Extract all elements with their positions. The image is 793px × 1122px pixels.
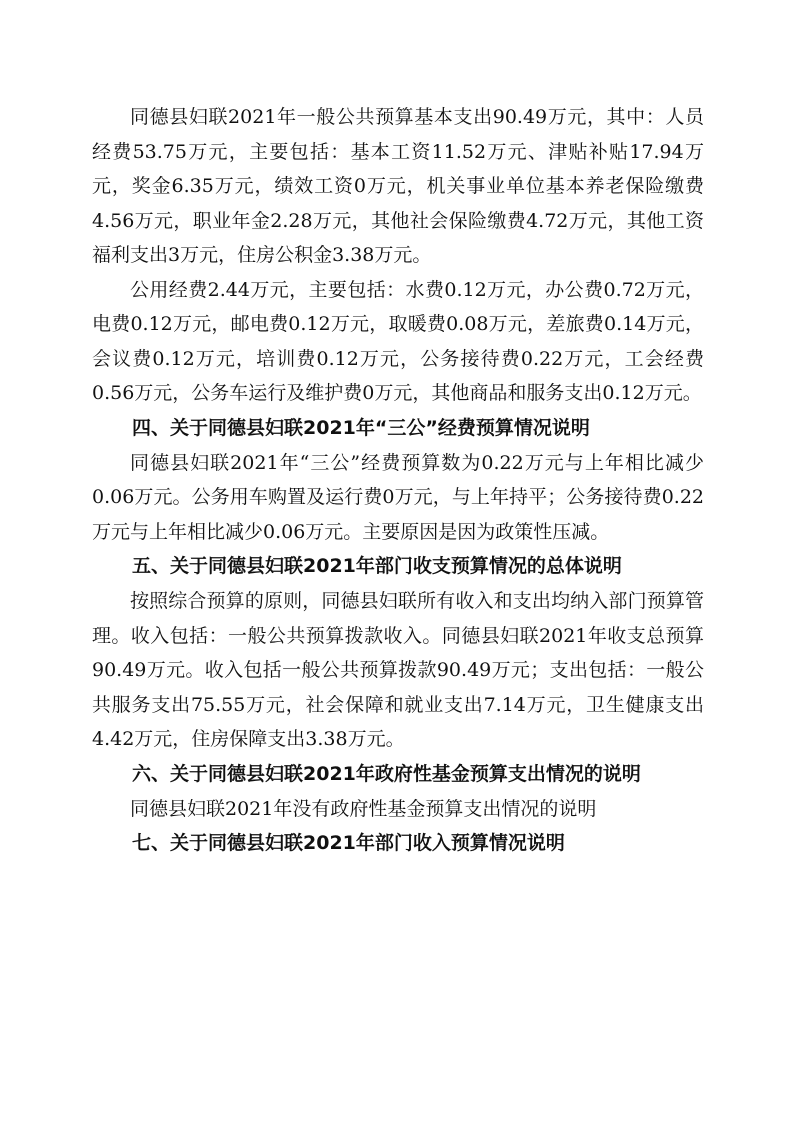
- section-heading-7: 七、关于同德县妇联2021年部门收入预算情况说明: [132, 832, 565, 854]
- paragraph-public-funds: 公用经费2.44万元，主要包括：水费0.12万元，办公费0.72万元，电费0.12万元，邮电费0.12万元，取暖费0.08万元，差旅费0.14万元，会议费0.12万元，培训费0.12万元，公务接待费0.22万元，工会经费0.56万元，公务车运行及维护费0万元，其他商品和服务支出0.12万元。: [92, 278, 704, 404]
- paragraph-three-public: 同德县妇联2021年“三公”经费预算数为0.22万元与上年相比减少0.06万元。公务用车购置及运行费0万元，与上年持平；公务接待费0.22万元与上年相比减少0.06万元。主要原因是因为政策性压减。: [92, 451, 704, 543]
- document-body: [92, 100, 704, 861]
- paragraph-overall-budget: 按照综合预算的原则，同德县妇联所有收入和支出均纳入部门预算管理。收入包括：一般公共预算拨款收入。同德县妇联2021年收支总预算90.49万元。收入包括一般公共预算拨款90.49万元；支出包括：一般公共服务支出75.55万元，社会保障和就业支出7.14万元，卫生健康支出4.42万元，住房保障支出3.38万元。: [92, 590, 704, 750]
- paragraph-basic-expenditure: 同德县妇联2021年一般公共预算基本支出90.49万元，其中：人员经费53.75万元，主要包括：基本工资11.52万元、津贴补贴17.94万元，奖金6.35万元，绩效工资0万元，机关事业单位基本养老保险缴费4.56万元，职业年金2.28万元，其他社会保险缴费4.72万元，其他工资福利支出3万元，住房公积金3.38万元。: [92, 106, 704, 266]
- section-heading-4: 四、关于同德县妇联2021年“三公”经费预算情况说明: [132, 416, 590, 439]
- section-heading-6: 六、关于同德县妇联2021年政府性基金预算支出情况的说明: [132, 762, 641, 785]
- section-heading-5: 五、关于同德县妇联2021年部门收支预算情况的总体说明: [132, 555, 622, 577]
- paragraph-government-fund: 同德县妇联2021年没有政府性基金预算支出情况的说明: [130, 797, 597, 820]
